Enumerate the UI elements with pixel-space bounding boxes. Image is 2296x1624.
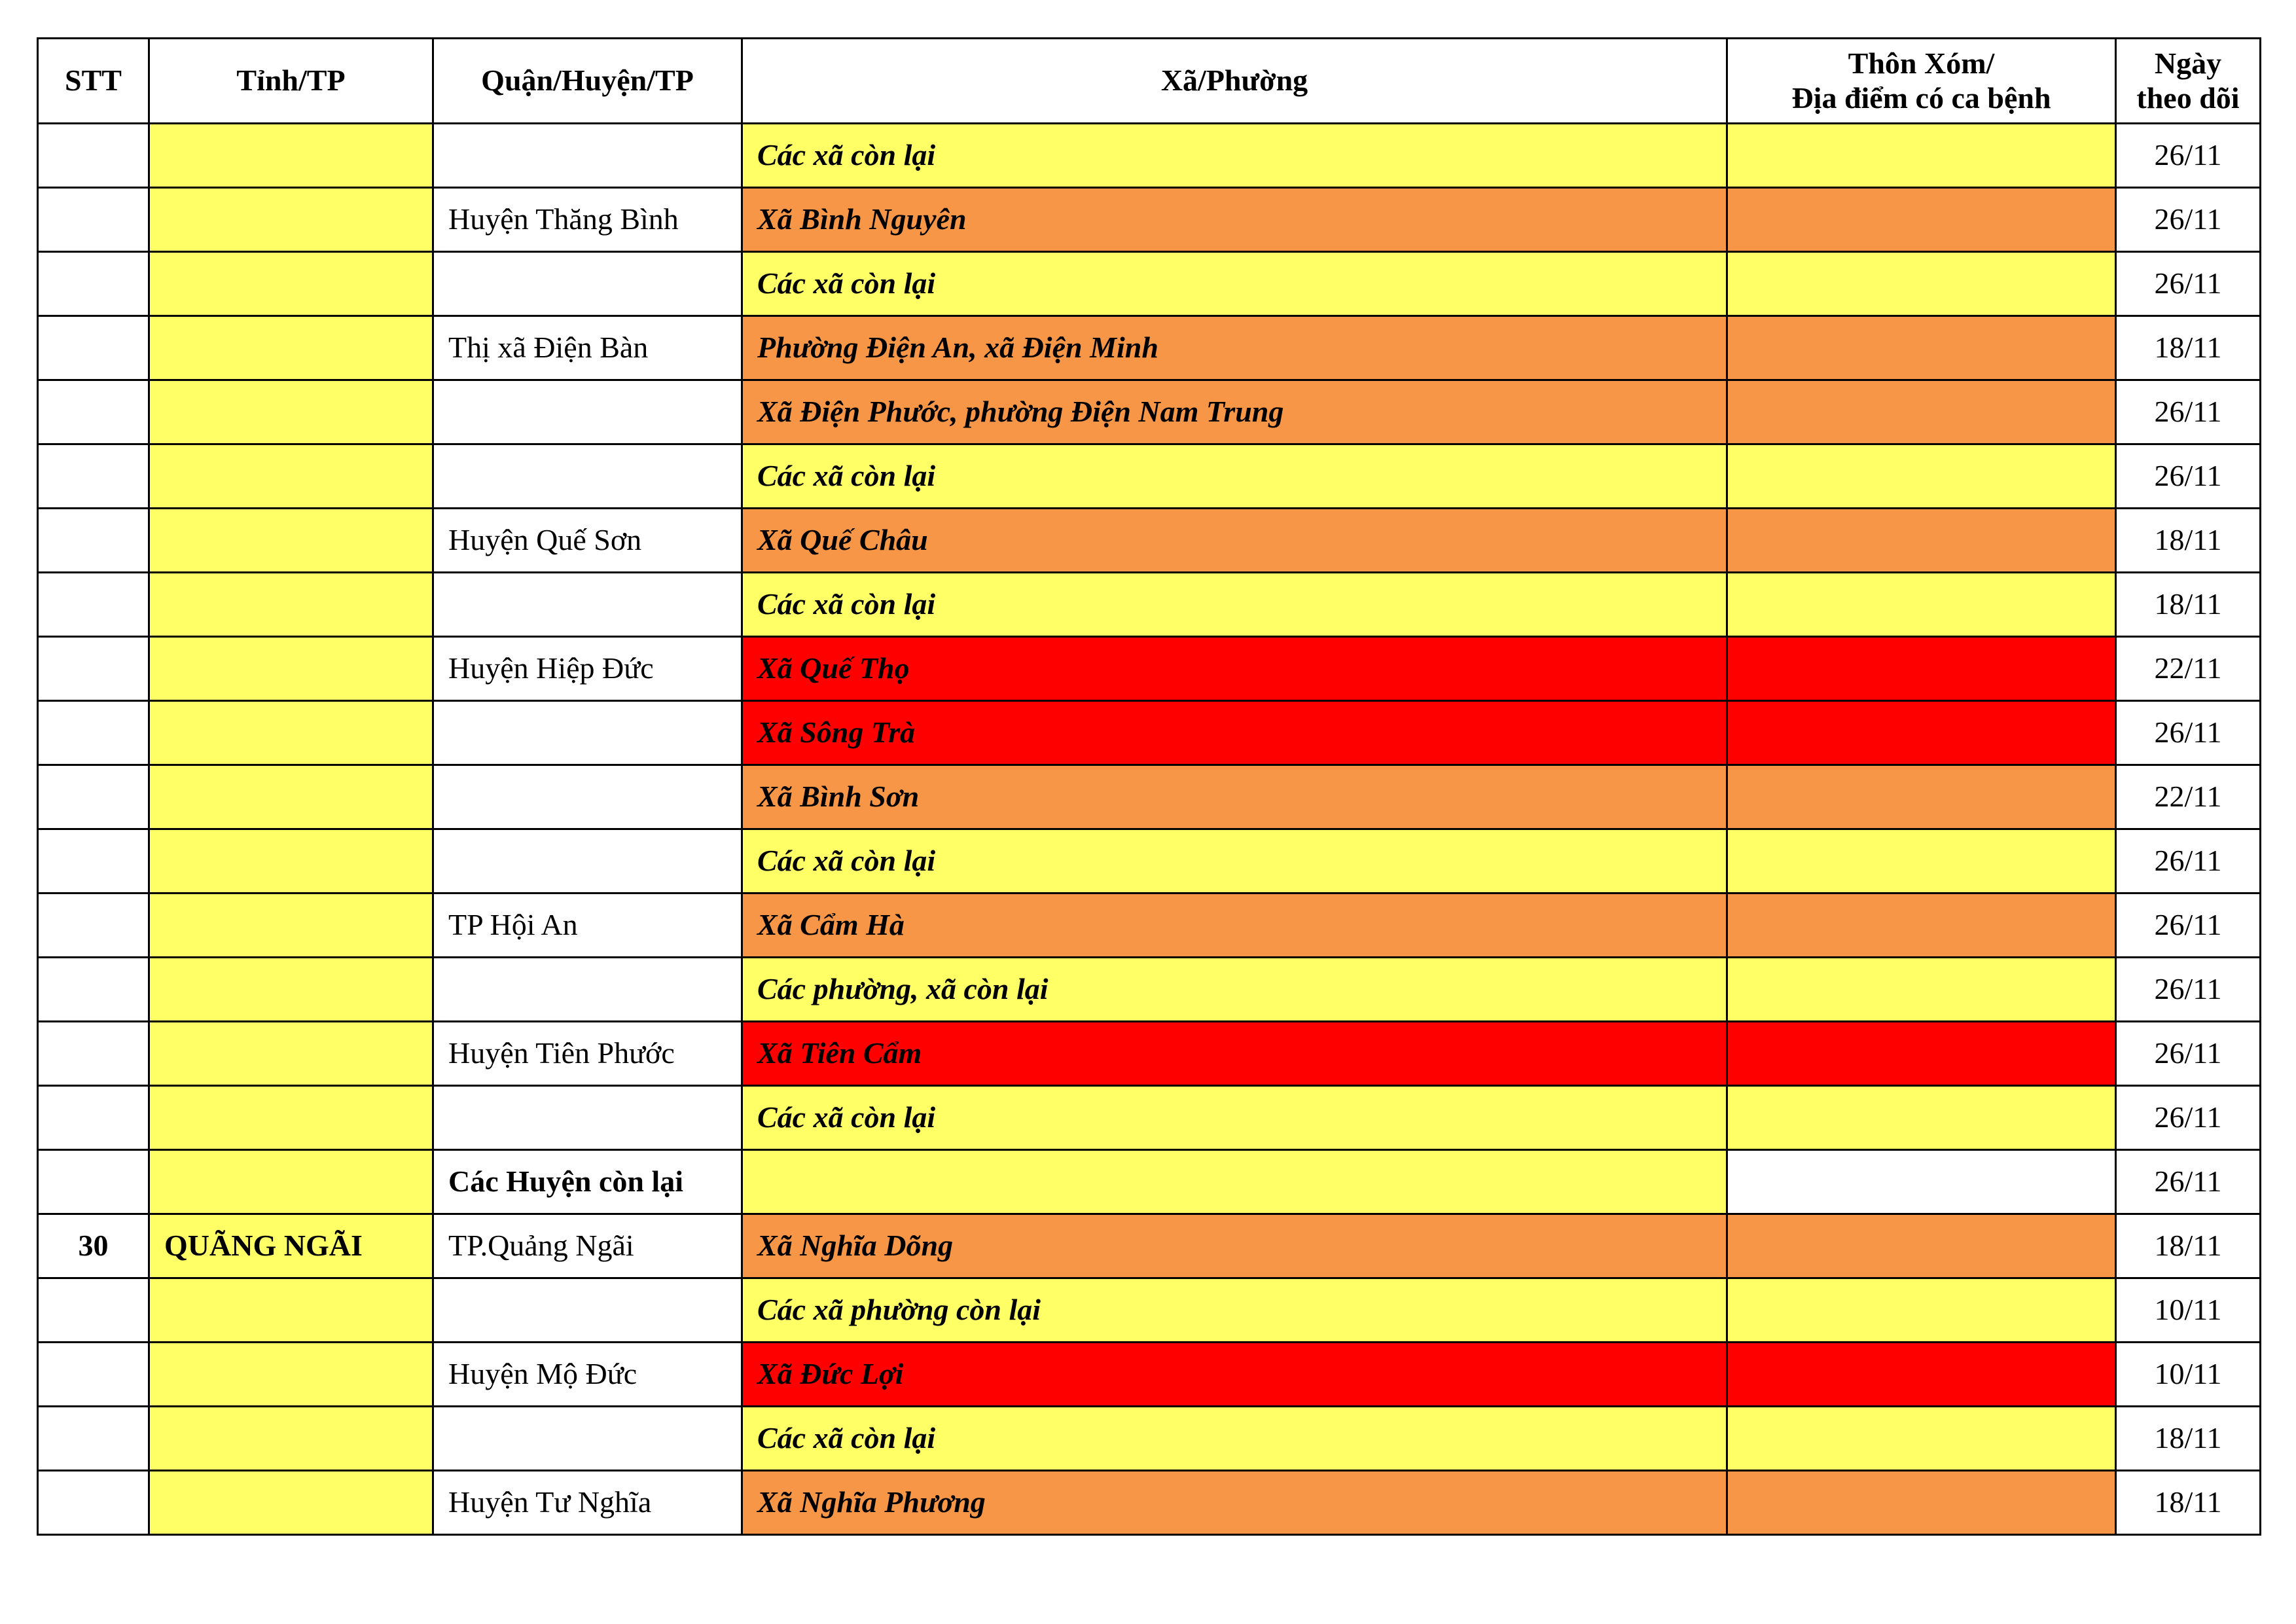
table-row <box>38 893 2261 958</box>
cell-hamlet <box>1727 1278 2116 1343</box>
cell-hamlet <box>1727 1471 2116 1535</box>
header-district: Quận/Huyện/TP <box>433 39 742 124</box>
table-row <box>38 252 2261 316</box>
cell-commune: Xã Nghĩa Phương <box>742 1471 1727 1535</box>
cell-hamlet <box>1727 1343 2116 1407</box>
cell-district: Huyện Hiệp Đức <box>433 637 742 701</box>
cell-commune: Xã Nghĩa Dõng <box>742 1214 1727 1278</box>
table-row <box>38 316 2261 380</box>
cell-hamlet <box>1727 1407 2116 1471</box>
table-row <box>38 380 2261 444</box>
table-row <box>38 1150 2261 1214</box>
cell-province <box>149 893 433 958</box>
cell-district <box>433 380 742 444</box>
cell-district: Huyện Tiên Phước <box>433 1022 742 1086</box>
cell-date: 26/11 <box>2116 380 2261 444</box>
cell-hamlet <box>1727 124 2116 188</box>
cell-hamlet <box>1727 829 2116 893</box>
cell-date: 26/11 <box>2116 701 2261 765</box>
cell-hamlet <box>1727 1022 2116 1086</box>
cell-stt <box>38 637 149 701</box>
cell-commune: Các xã còn lại <box>742 1086 1727 1150</box>
cell-commune: Xã Đức Lợi <box>742 1343 1727 1407</box>
header-hamlet <box>1727 39 2116 124</box>
cell-commune: Xã Sông Trà <box>742 701 1727 765</box>
cell-province <box>149 1086 433 1150</box>
cell-district: Huyện Mộ Đức <box>433 1343 742 1407</box>
cell-district: Huyện Thăng Bình <box>433 188 742 252</box>
cell-hamlet <box>1727 701 2116 765</box>
cell-district <box>433 1278 742 1343</box>
cell-district: Các Huyện còn lại <box>433 1150 742 1214</box>
cell-stt: 30 <box>38 1214 149 1278</box>
cell-stt <box>38 701 149 765</box>
cell-province <box>149 444 433 509</box>
cell-district <box>433 573 742 637</box>
cell-hamlet <box>1727 252 2116 316</box>
cell-date: 26/11 <box>2116 829 2261 893</box>
cell-commune <box>742 1150 1727 1214</box>
table-row <box>38 1086 2261 1150</box>
header-date <box>2116 39 2261 124</box>
cell-date: 18/11 <box>2116 573 2261 637</box>
cell-commune: Xã Điện Phước, phường Điện Nam Trung <box>742 380 1727 444</box>
cell-hamlet <box>1727 765 2116 829</box>
cell-date: 10/11 <box>2116 1343 2261 1407</box>
cell-stt <box>38 765 149 829</box>
cell-stt <box>38 1471 149 1535</box>
cell-province <box>149 509 433 573</box>
cell-stt <box>38 1343 149 1407</box>
table-row <box>38 509 2261 573</box>
cell-hamlet <box>1727 509 2116 573</box>
header-date-line2: theo dõi <box>2136 81 2240 115</box>
cell-commune: Các xã còn lại <box>742 1407 1727 1471</box>
cell-stt <box>38 252 149 316</box>
cell-province <box>149 1407 433 1471</box>
cell-commune: Xã Quế Châu <box>742 509 1727 573</box>
cell-province <box>149 380 433 444</box>
cell-commune: Xã Tiên Cẩm <box>742 1022 1727 1086</box>
cell-district <box>433 444 742 509</box>
table-row <box>38 829 2261 893</box>
cell-district <box>433 1407 742 1471</box>
cell-province <box>149 252 433 316</box>
cell-district <box>433 252 742 316</box>
cell-stt <box>38 509 149 573</box>
cell-date: 26/11 <box>2116 444 2261 509</box>
cell-province <box>149 1022 433 1086</box>
table-row <box>38 1214 2261 1278</box>
header-commune: Xã/Phường <box>742 39 1727 124</box>
table-header <box>38 39 2261 124</box>
outbreak-table <box>37 37 2261 1536</box>
cell-commune: Các phường, xã còn lại <box>742 958 1727 1022</box>
cell-stt <box>38 893 149 958</box>
cell-province <box>149 1278 433 1343</box>
cell-hamlet <box>1727 893 2116 958</box>
table-row <box>38 637 2261 701</box>
cell-date: 18/11 <box>2116 1214 2261 1278</box>
cell-date: 18/11 <box>2116 316 2261 380</box>
cell-province <box>149 1343 433 1407</box>
cell-stt <box>38 444 149 509</box>
cell-hamlet <box>1727 1214 2116 1278</box>
cell-province <box>149 316 433 380</box>
cell-stt <box>38 124 149 188</box>
cell-date: 26/11 <box>2116 1086 2261 1150</box>
cell-date: 26/11 <box>2116 188 2261 252</box>
cell-date: 26/11 <box>2116 1022 2261 1086</box>
table-row <box>38 124 2261 188</box>
table-row <box>38 188 2261 252</box>
cell-stt <box>38 1407 149 1471</box>
cell-province <box>149 188 433 252</box>
cell-district <box>433 701 742 765</box>
cell-commune: Xã Bình Nguyên <box>742 188 1727 252</box>
header-date-line1: Ngày <box>2154 46 2222 80</box>
cell-stt <box>38 1022 149 1086</box>
cell-district: TP.Quảng Ngãi <box>433 1214 742 1278</box>
cell-commune: Các xã còn lại <box>742 444 1727 509</box>
table-row <box>38 1022 2261 1086</box>
header-stt: STT <box>38 39 149 124</box>
cell-province: QUÃNG NGÃI <box>149 1214 433 1278</box>
cell-date: 26/11 <box>2116 124 2261 188</box>
cell-stt <box>38 958 149 1022</box>
cell-hamlet <box>1727 1150 2116 1214</box>
cell-date: 26/11 <box>2116 252 2261 316</box>
cell-date: 26/11 <box>2116 893 2261 958</box>
cell-hamlet <box>1727 444 2116 509</box>
cell-commune: Các xã còn lại <box>742 124 1727 188</box>
cell-stt <box>38 1086 149 1150</box>
table-row <box>38 444 2261 509</box>
cell-district <box>433 765 742 829</box>
cell-province <box>149 829 433 893</box>
cell-hamlet <box>1727 316 2116 380</box>
table-row <box>38 701 2261 765</box>
cell-stt <box>38 573 149 637</box>
cell-hamlet <box>1727 573 2116 637</box>
cell-hamlet <box>1727 188 2116 252</box>
cell-stt <box>38 1150 149 1214</box>
cell-commune: Các xã còn lại <box>742 252 1727 316</box>
cell-date: 18/11 <box>2116 1471 2261 1535</box>
cell-province <box>149 701 433 765</box>
cell-commune: Xã Bình Sơn <box>742 765 1727 829</box>
cell-date: 22/11 <box>2116 765 2261 829</box>
table-row <box>38 1343 2261 1407</box>
cell-commune: Các xã còn lại <box>742 573 1727 637</box>
cell-commune: Các xã còn lại <box>742 829 1727 893</box>
cell-district <box>433 124 742 188</box>
cell-district <box>433 958 742 1022</box>
cell-commune: Phường Điện An, xã Điện Minh <box>742 316 1727 380</box>
header-hamlet-line1: Thôn Xóm/ <box>1848 46 1995 80</box>
cell-province <box>149 765 433 829</box>
cell-date: 18/11 <box>2116 509 2261 573</box>
cell-district: TP Hội An <box>433 893 742 958</box>
table-body <box>38 124 2261 1535</box>
cell-province <box>149 573 433 637</box>
cell-stt <box>38 829 149 893</box>
cell-province <box>149 958 433 1022</box>
table-row <box>38 958 2261 1022</box>
cell-date: 26/11 <box>2116 1150 2261 1214</box>
cell-province <box>149 124 433 188</box>
cell-commune: Các xã phường còn lại <box>742 1278 1727 1343</box>
cell-date: 18/11 <box>2116 1407 2261 1471</box>
cell-commune: Xã Quế Thọ <box>742 637 1727 701</box>
cell-date: 26/11 <box>2116 958 2261 1022</box>
table-row <box>38 1471 2261 1535</box>
cell-stt <box>38 188 149 252</box>
cell-province <box>149 637 433 701</box>
cell-district: Huyện Tư Nghĩa <box>433 1471 742 1535</box>
header-hamlet-line2: Địa điểm có ca bệnh <box>1791 81 2051 115</box>
table-row <box>38 1407 2261 1471</box>
cell-district: Huyện Quế Sơn <box>433 509 742 573</box>
table-row <box>38 765 2261 829</box>
cell-province <box>149 1150 433 1214</box>
table-row <box>38 1278 2261 1343</box>
header-province: Tỉnh/TP <box>149 39 433 124</box>
cell-hamlet <box>1727 637 2116 701</box>
cell-stt <box>38 380 149 444</box>
cell-district: Thị xã Điện Bàn <box>433 316 742 380</box>
cell-province <box>149 1471 433 1535</box>
cell-date: 22/11 <box>2116 637 2261 701</box>
cell-district <box>433 1086 742 1150</box>
cell-commune: Xã Cẩm Hà <box>742 893 1727 958</box>
cell-hamlet <box>1727 380 2116 444</box>
cell-stt <box>38 316 149 380</box>
cell-district <box>433 829 742 893</box>
table-row <box>38 573 2261 637</box>
header-row <box>38 39 2261 124</box>
cell-hamlet <box>1727 958 2116 1022</box>
cell-hamlet <box>1727 1086 2116 1150</box>
cell-date: 10/11 <box>2116 1278 2261 1343</box>
cell-stt <box>38 1278 149 1343</box>
